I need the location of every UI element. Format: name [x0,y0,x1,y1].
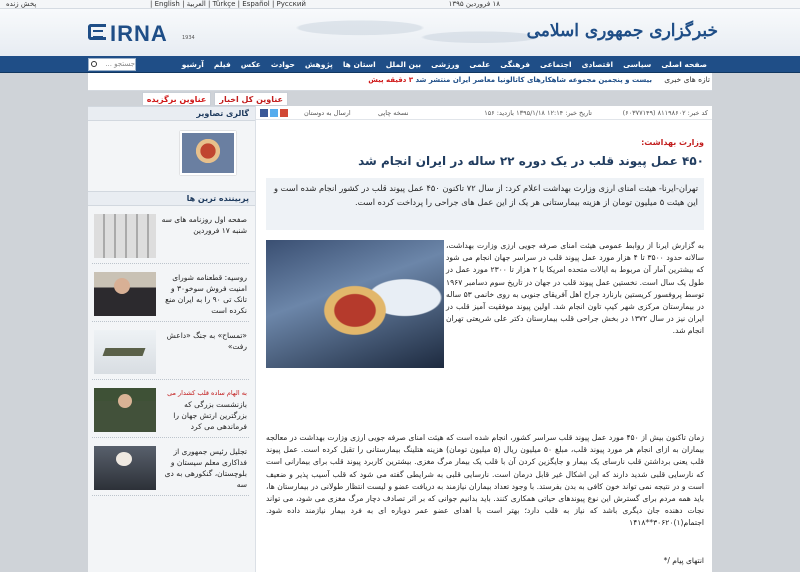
share-buttons [260,109,288,117]
nav-menu [177,56,712,73]
article-body-part2: زمان تاکنون بیش از ۴۵۰ مورد عمل پیوند قلب سراسر کشور، انجام شده است که هیئت امنای صرفه جویی ارزی وزارت بهداشت در معالجه بیماران به ازای انجام هر مورد پیوند قلب، مبلغ ۵۰ میلیون ریال (۵ میلیون تومان) هزینه هتلینگ بیمارستانی را تقبل کرده است. عمل پیوند قلب یعنی برداشتن قلب نارسای یک بیمار و جایگزین کردن آن با قلب یک بیمار مرگ مغزی. بیشترین کاربرد پیوند قلب برای بیمارانی است که نارسایی قلبی شدید دارند که این اشکال غیر قابل درمان است. نارسایی قلبی به شرایطی گفته می شود که قلب آسیب پذیر و ضعیف است و در نتیجه نمی تواند خون کافی به بدن بفرستد. با وجود تعداد بیماران نیازمند به دریافت عضو و لیست انتظار طولانی در بیمارستان ها، باید همه مردم برای گسترش این نوع پیوندهای حیاتی همکاری کنند. باید بدانیم جوانی که بر اثر تصادف دچار مرگ مغزی می شود، می تواند نجات دهنده جان دیگری باشد که نیاز به قلب دارد؛ بهتر است با اهدای عضو عمر دوباره ای به فرد بیمار نیازمند داده شود. اجتمام(۱)۳۰۶۲۰**۱۴۱۸ [266,433,704,528]
most-viewed-heading: پربیننده ترین ها [88,191,255,206]
article-kicker: وزارت بهداشت: [641,138,704,147]
brand-title: خبرگزاری جمهوری اسلامی [526,21,718,41]
thumbnail-image[interactable] [94,388,156,432]
nav-item[interactable]: اجتماعی [540,60,572,69]
irna-logo-icon [88,24,106,40]
end-of-message: انتهای پیام /* [663,556,704,565]
visit-count: بازدید: ۱۵۶ [484,109,514,117]
list-item[interactable]: «تمساح» به جنگ «داعش رفت» [92,326,249,380]
nav-item[interactable]: فیلم [213,60,231,69]
ticker-time: ۳ دقیقه پیش [368,76,414,84]
article-photo[interactable] [266,240,444,368]
news-code: کد خبر: ۸۱۱۹۸۶۰۲ (۶۰۳۷۷۱۴۹) [622,109,708,117]
sidebar [88,106,256,572]
gallery-heading: گالری تصاویر [88,106,255,121]
nav-item[interactable]: حوادث [270,60,295,69]
nav-item[interactable]: سیاسی [623,60,652,69]
nav-item[interactable]: صفحه اصلی [661,60,707,69]
news-ticker [88,73,712,91]
nav-item[interactable]: اقتصادی [581,60,614,69]
gallery-thumbnail[interactable] [180,131,236,175]
thumbnail-image[interactable] [94,214,156,258]
page-content [88,106,712,572]
article-main [256,106,712,572]
thumbnail-image[interactable] [94,330,156,374]
thumbnail-image[interactable] [94,446,156,490]
print-link[interactable]: نسخه چاپی [378,109,409,117]
thumbnail-image[interactable] [94,272,156,316]
language-links[interactable]: | English | العربیة | Türkçe | Español | Русский [150,0,306,8]
news-tabs [88,92,288,106]
search-input[interactable]: جستجو ... [88,58,136,71]
nav-item[interactable]: ورزشی [431,60,460,69]
nav-item[interactable]: بین الملل [385,60,422,69]
nav-item[interactable]: پژوهش [304,60,333,69]
top-bar [0,0,800,9]
search-icon[interactable] [91,61,97,67]
nav-item[interactable]: آرشیو [181,60,204,69]
tab-featured[interactable]: عناوین برگزیده [142,92,212,106]
article-body-part1: به گزارش ایرنا از روابط عمومی هیئت امنای صرفه جویی ارزی وزارت بهداشت، سالانه حدود ۳۵۰۰ تا ۴ هزار مورد عمل پیوند قلب در سراسر جهان انجام می شود که بیشترین آمار آن مربوط به ایالات متحده امریکا با ۲ هزار تا ۲۳۰۰ مورد عمل در طول یک سال است. نخستین عمل پیوند قلب در جهان در تاریخ سوم دسامبر ۱۹۶۷ توسط پروفسور کریستین بارنارد جراح اهل آفریقای جنوبی به روی خانمی ۵۳ ساله در بیمارستان مرکزی شهر کیپ تاون انجام شد. اولین پیوند موفقیت آمیز قلب در ایران نیز در سال ۱۳۷۲ در بخش جراحی قلب بیمارستان دکتر علی شریعتی تهران انجام شد. [446,241,705,336]
tab-all-news[interactable]: عناوین کل اخبار [214,92,288,106]
nav-item[interactable]: استان ها [342,60,376,69]
list-item[interactable]: روسیه: قطعنامه شورای امنیت فروش سوخو۳۰ و تانک تی ۹۰ را به ایران منع نکرده است [92,268,249,322]
nav-item[interactable]: علمی [469,60,491,69]
photo-gallery [88,121,255,191]
nav-item[interactable]: عکس [240,60,261,69]
twitter-icon[interactable] [270,109,278,117]
site-header [0,9,800,56]
list-item[interactable]: به الهام ساده قلب کشدار می بازنشست بزرگی که بزرگترین ارتش جهان را فرماندهی می کرد [92,384,249,438]
article-lead: تهران-ایرنا- هیئت امنای ارزی وزارت بهداشت اعلام کرد: از سال ۷۲ تاکنون ۴۵۰ عمل پیوند قلب در کشور انجام شده است و این هیئت ۵ میلیون تومان از هزینه بیمارستانی هر یک از این عمل های جراحی را پرداخت کرده است. [266,178,704,230]
news-date: تاریخ خبر: ۱۲:۱۴ ۱۳۹۵/۱/۱۸ [516,109,592,117]
main-nav [0,56,800,73]
list-item[interactable]: تجلیل رئیس جمهوری از فداکاری معلم سیستان و بلوچستان، گنکورهی به دی سه [92,442,249,496]
send-to-friends-link[interactable]: ارسال به دوستان [304,109,351,117]
google-plus-icon[interactable] [280,109,288,117]
ticker-headline[interactable]: بیست و پنجمین مجموعه شاهکارهای کاتالونیا معاصر ایران منتشر شد ۳ دقیقه پیش [368,76,652,84]
nav-item[interactable]: فرهنگی [500,60,531,69]
current-date: ۱۸ فروردین ۱۳۹۵ [448,0,500,8]
ticker-label: تازه های خبری [664,75,710,84]
article-meta [256,106,712,120]
facebook-icon[interactable] [260,109,268,117]
article-title: ۴۵۰ عمل پیوند قلب در یک دوره ۲۲ ساله در ایران انجام شد [358,154,704,168]
live-link[interactable]: پخش زنده [6,0,37,8]
irna-logo[interactable]: IRNA 1934 [88,21,198,45]
list-item[interactable]: صفحه اول روزنامه های سه شنبه ۱۷ فروردین [92,210,249,264]
most-viewed-list [88,206,255,496]
